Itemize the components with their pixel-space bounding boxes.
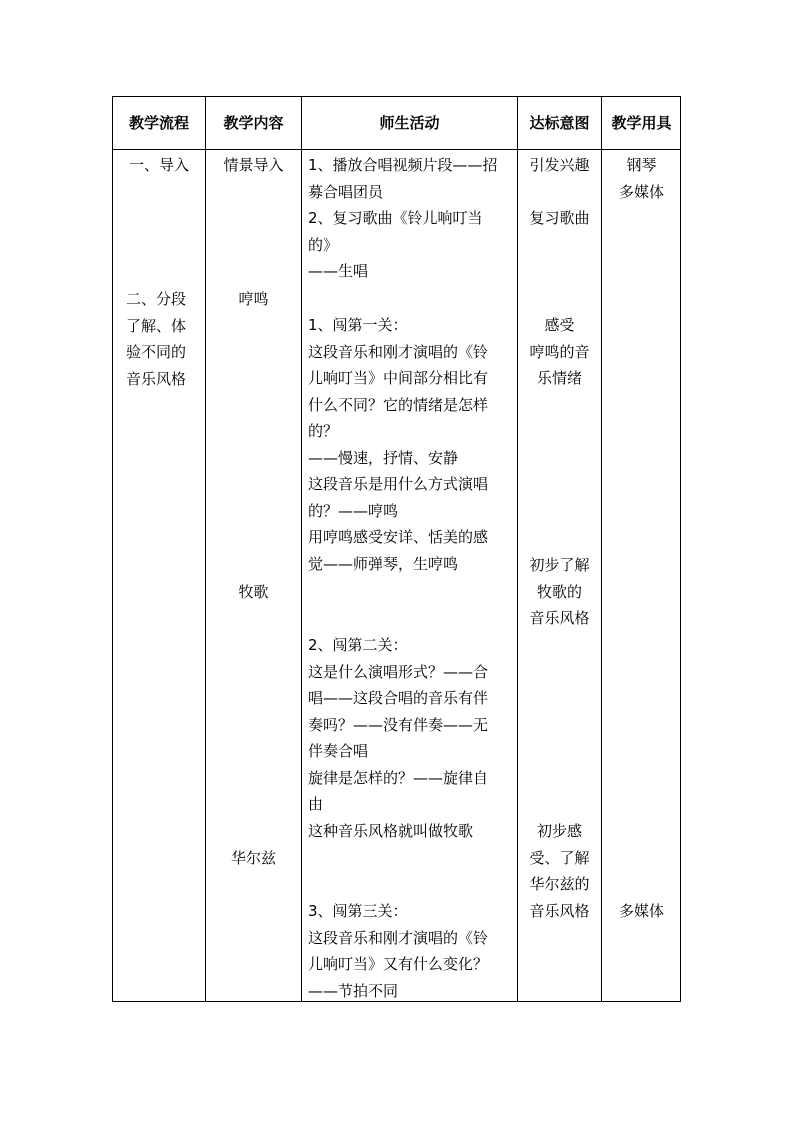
column-divider <box>601 97 602 1001</box>
intent-pastoral: 初步了解 牧歌的 音乐风格 <box>529 556 590 627</box>
intent-humming: 感受 哼鸣的音 乐情绪 <box>529 316 590 387</box>
lesson-plan-table <box>112 96 681 1002</box>
intent-review: 复习歌曲 <box>529 209 590 227</box>
flow-step-2: 二、分段 了解、体 验不同的 音乐风格 <box>126 290 187 388</box>
content-pastoral: 牧歌 <box>238 583 269 601</box>
activity-block-level-2: 2、闯第二关： 这是什么演唱形式？——合 唱——这段合唱的音乐有伴 奏吗？——没有伴奏——无 伴奏合唱 旋律是怎样的？——旋律自 由 这种音乐风格就叫做牧歌 <box>308 636 489 840</box>
intent-interest: 引发兴趣 <box>529 156 590 174</box>
header-flow: 教学流程 <box>128 114 189 132</box>
header-tools: 教学用具 <box>611 114 672 132</box>
intent-waltz: 初步感 受、了解 华尔兹的 音乐风格 <box>529 822 590 920</box>
flow-step-1: 一、导入 <box>129 156 190 174</box>
tools-intro: 钢琴 多媒体 <box>618 156 664 201</box>
activity-block-level-3: 3、闯第三关： 这段音乐和刚才演唱的《铃 儿响叮当》又有什么变化？ ——节拍不同 <box>308 902 489 1000</box>
content-waltz: 华尔兹 <box>230 849 276 867</box>
tools-waltz: 多媒体 <box>618 902 664 920</box>
activity-block-intro: 1、播放合唱视频片段——招 募合唱团员 2、复习歌曲《铃儿响叮当 的》 ——生唱 <box>308 156 498 280</box>
header-content: 教学内容 <box>223 114 284 132</box>
header-divider <box>113 149 680 150</box>
activity-block-level-1: 1、闯第一关： 这段音乐和刚才演唱的《铃 儿响叮当》中间部分相比有 什么不同？它的情绪是怎样 的？ ——慢速，抒情、安静 这段音乐是用什么方式演唱 的？——哼鸣 用哼鸣感受安详、恬美的感 觉——师弹琴，生哼鸣 <box>308 316 489 573</box>
header-intent: 达标意图 <box>529 114 590 132</box>
header-activity: 师生活动 <box>379 114 440 132</box>
content-humming: 哼鸣 <box>238 290 269 308</box>
content-intro: 情景导入 <box>223 156 284 174</box>
column-divider <box>301 97 302 1001</box>
